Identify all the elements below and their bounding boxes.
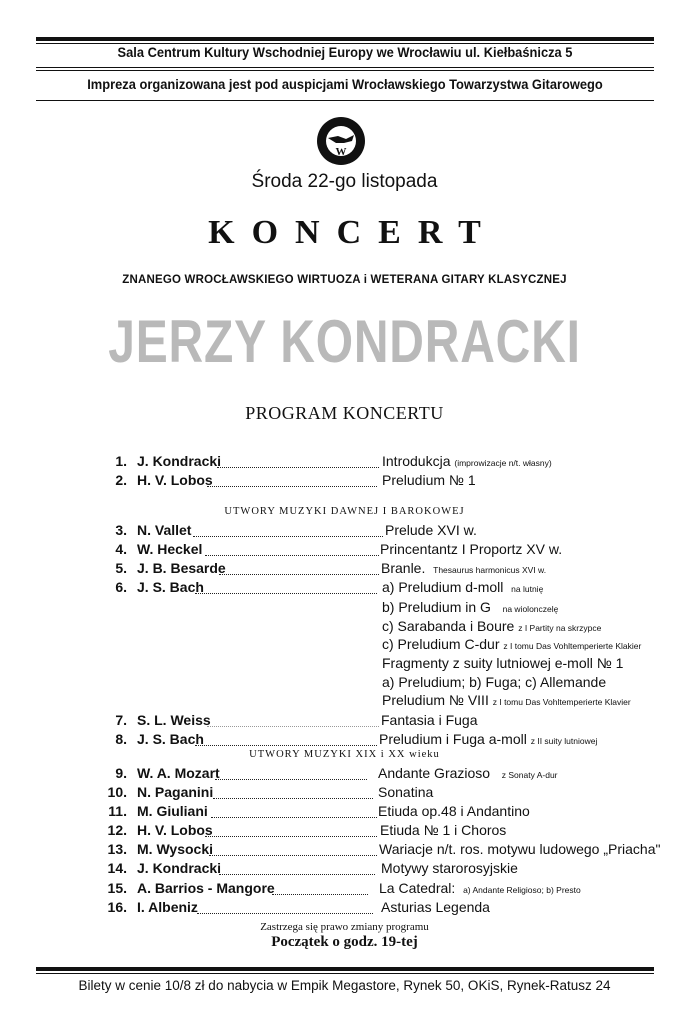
program-row [0,560,689,580]
dot-leader [209,855,377,856]
program-piece: Motywy starorosyjskie [381,860,518,876]
program-row [0,674,689,694]
dot-leader [217,467,379,468]
program-piece [382,472,476,488]
piece-title: La Catedral: [379,880,456,896]
program-piece [382,453,552,469]
program-composer: N. Vallet [137,522,192,538]
program-composer: W. A. Mozart [137,765,220,781]
logo-emblem-icon [316,116,366,166]
piece-note: a) Andante Religioso; b) Presto [463,885,581,895]
program-composer: H. V. Lobos [137,822,213,838]
program-row [0,731,689,751]
section-modern-music: UTWORY MUZYKI XIX i XX wieku [249,749,440,760]
ticket-info: Bilety w cenie 10/8 zł do nabycia w Empik Megastore, Rynek 50, OKiS, Rynek-Ratusz 24 [78,978,611,993]
piece-note: Thesaurus harmonicus XVI w. [433,565,547,575]
dot-leader [213,798,373,799]
program-piece: a) Preludium; b) Fuga; c) Allemande [382,674,607,690]
piece-title: Preludium № 1 [382,472,476,488]
dot-leader [195,593,377,594]
top-rule-thick [36,37,654,41]
dot-leader [219,574,379,575]
header-rule-2 [36,70,654,71]
piece-note: (improwizacje n/t. własny) [454,458,552,468]
event-date: Środa 22-go listopada [251,171,438,192]
piece-note: na wiolonczelę [502,604,559,614]
program-change-notice: Zastrzega się prawo zmiany programu [260,921,429,933]
program-row [0,618,689,638]
piece-title: c) Preludium C-dur [382,636,500,652]
program-piece [382,692,631,708]
program-composer: S. L. Weiss [137,712,211,728]
dot-leader [215,779,367,780]
program-number: 1. [115,453,127,469]
program-composer: J. B. Besarde [137,560,226,576]
program-piece: Asturias Legenda [381,899,490,915]
program-piece [385,522,477,538]
program-number: 6. [115,579,127,595]
piece-title: Preludium № VIII [382,692,489,708]
dot-leader [211,817,377,818]
program-row [0,899,689,919]
concert-heading: KONCERT [208,214,498,251]
logo-letter: W [335,146,347,158]
dot-leader [205,836,377,837]
program-row [0,453,689,473]
dot-leader [272,894,368,895]
program-piece: Fragmenty z suity lutniowej e-moll № 1 [382,655,624,671]
header-rule-3 [36,100,654,101]
program-number: 3. [115,522,127,538]
program-row [0,541,689,561]
piece-title: b) Preludium in G [382,599,491,615]
program-piece: Wariacje n/t. ros. motywu ludowego „Priacha" [379,841,661,857]
dot-leader [207,726,379,727]
program-row [0,692,689,712]
dot-leader [197,913,373,914]
program-number: 13. [107,841,127,857]
piece-title: Princentantz I Proportz XV w. [380,541,563,557]
start-time: Początek o godz. 19-tej [271,934,418,950]
program-piece [379,880,581,896]
piece-note: na lutnię [511,584,544,594]
piece-note: z II suity lutniowej [530,736,598,746]
program-piece: Fantasia i Fuga [381,712,478,728]
piece-title: a) Preludium d-moll [382,579,504,595]
program-piece [381,560,546,576]
section-early-music: UTWORY MUZYKI DAWNEJ I BAROKOWEJ [224,506,465,517]
program-piece [378,765,558,781]
program-piece: Etiuda op.48 i Andantino [378,803,530,819]
program-piece [382,599,558,615]
program-composer: N. Paganini [137,784,214,800]
piece-title: Introdukcja [382,453,451,469]
dot-leader [193,536,383,537]
piece-note: z I Partity na skrzypce [518,623,602,633]
bottom-rule-thick [36,967,654,971]
program-composer: M. Wysocki [137,841,213,857]
program-row [0,860,689,880]
program-piece [382,636,641,652]
program-row [0,522,689,542]
program-number: 2. [115,472,127,488]
program-composer: J. Kondracki [137,453,222,469]
program-composer: I. Albeniz [137,899,198,915]
program-number: 10. [107,784,127,800]
bottom-rule-thin [36,973,654,974]
program-number: 16. [107,899,127,915]
program-row [0,712,689,732]
piece-title: Prelude XVI w. [385,522,477,538]
organizer-line: Impreza organizowana jest pod auspicjami Wrocławskiego Towarzystwa Gitarowego [87,76,603,92]
program-composer: W. Heckel [137,541,203,557]
program-row [0,784,689,804]
program-composer: J. S. Bach [137,731,204,747]
piece-note: z Sonaty A-dur [501,770,558,780]
dot-leader [219,874,375,875]
program-number: 12. [107,822,127,838]
piece-title: c) Sarabanda i Boure [382,618,515,634]
program-row [0,822,689,842]
piece-note: z I tomu Das Vohltemperierte Klavier [492,697,631,707]
artist-name: JERZY KONDRACKI [108,308,581,375]
program-number: 9. [115,765,127,781]
program-composer: H. V. Lobos [137,472,213,488]
program-number: 5. [115,560,127,576]
program-composer: J. S. Bach [137,579,204,595]
program-row [0,765,689,785]
dot-leader [205,555,379,556]
program-piece [382,579,543,595]
program-number: 14. [107,860,127,876]
society-logo [316,116,366,166]
program-piece [380,541,562,557]
program-row [0,655,689,675]
program-composer: A. Barrios - Mangore [137,880,275,896]
program-number: 7. [115,712,127,728]
header-rule-1 [36,67,654,68]
venue-line: Sala Centrum Kultury Wschodniej Europy we Wrocławiu ul. Kiełbaśnicza 5 [117,44,573,60]
program-row [0,880,689,900]
piece-title: Preludium i Fuga a-moll [379,731,527,747]
program-piece: Etiuda № 1 i Choros [380,822,507,838]
program-row [0,803,689,823]
program-number: 11. [108,803,127,819]
program-composer: M. Giuliani [137,803,208,819]
program-title: PROGRAM KONCERTU [245,403,444,423]
piece-title: Branle. [381,560,426,576]
program-piece [379,731,597,747]
dot-leader [195,745,377,746]
program-row [0,599,689,619]
program-row [0,472,689,492]
piece-title: Andante Grazioso [378,765,491,781]
program-row [0,636,689,656]
program-piece: Sonatina [378,784,434,800]
program-composer: J. Kondracki [137,860,222,876]
artist-subtitle: ZNANEGO WROCŁAWSKIEGO WIRTUOZA i WETERANA GITARY KLASYCZNEJ [122,274,567,286]
program-row [0,841,689,861]
program-number: 4. [115,541,127,557]
dot-leader [207,486,377,487]
program-row [0,579,689,599]
program-piece [382,618,601,634]
piece-note: z I tomu Das Vohltemperierte Klakier [503,641,642,651]
program-number: 8. [115,731,127,747]
program-number: 15. [107,880,127,896]
